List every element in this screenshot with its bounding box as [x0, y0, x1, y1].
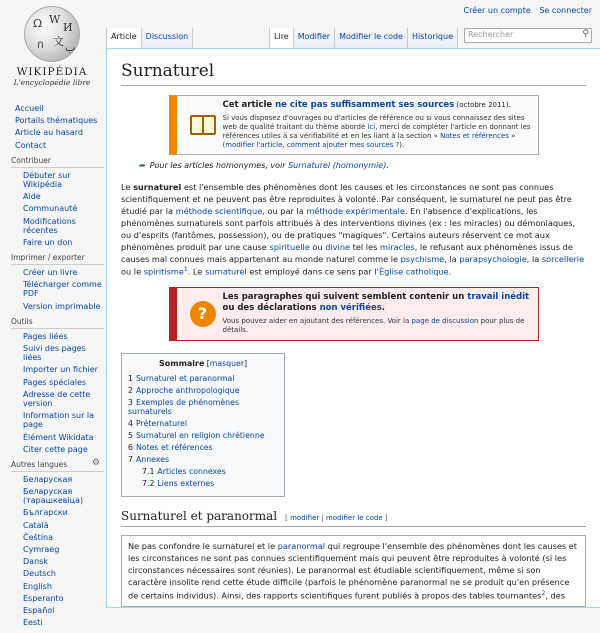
link[interactable]: spirituelle	[269, 241, 310, 252]
text: [	[285, 513, 291, 522]
link[interactable]: miracles	[379, 241, 415, 252]
text: Si vous disposez d'ouvrages ou d'articles de référence ou si vous connaissez des sites web de qualité traitant du thème abordé	[222, 114, 525, 132]
toc-number: 7.1	[142, 466, 155, 476]
sidebar-language-item-10[interactable]: Español	[23, 605, 55, 615]
toc-text: Exemples de phénomènes surnaturels	[128, 397, 239, 416]
text: est employé dans ce sens par l'	[246, 266, 379, 277]
sidebar-language-item-7[interactable]: Deutsch	[23, 569, 56, 579]
toc-item[interactable]	[128, 398, 278, 416]
sidebar-nav-item-1[interactable]: Portails thématiques	[15, 116, 98, 126]
personal-tools	[458, 6, 592, 15]
toc-text: Liens externes	[157, 478, 215, 488]
text: ]	[382, 513, 388, 522]
text: Ne pas confondre le surnaturel et le	[128, 540, 278, 551]
text: ou des déclarations	[222, 303, 320, 314]
sidebar-contribute-item-2[interactable]: Communauté	[23, 204, 78, 214]
text: » (	[222, 132, 516, 150]
sidebar-nav-item-2[interactable]: Article au hasard	[15, 128, 83, 138]
search-icon[interactable]: ⚲	[582, 29, 589, 39]
sidebar-language-item-2[interactable]: Български	[23, 508, 68, 518]
edit-code-section-link[interactable]: modifier le code	[326, 513, 383, 522]
link[interactable]: méthode expérimentale	[306, 206, 405, 217]
sidebar-nav-item-3[interactable]: Contact	[15, 140, 47, 150]
section-paragraph-box	[121, 535, 586, 607]
toc-number: 7.2	[142, 478, 155, 488]
search-input[interactable]	[464, 28, 592, 43]
sidebar-print-item-0[interactable]: Créer un livre	[23, 268, 78, 278]
sidebar-language-item-5[interactable]: Cymraeg	[23, 545, 60, 554]
tab-edit[interactable]: Modifier	[294, 28, 335, 48]
sidebar-contribute-item-4[interactable]: Faire un don	[23, 237, 73, 247]
sidebar-language-item-1[interactable]: Беларуская (тарашкевіца)	[23, 487, 84, 506]
toc-item[interactable]	[128, 386, 278, 395]
homonymie-link[interactable]: Surnaturel (homonymie)	[288, 161, 387, 171]
toc-item[interactable]	[142, 479, 278, 488]
sidebar-tools	[11, 316, 104, 454]
text: .	[386, 161, 389, 171]
paranormal-link[interactable]: paranormal	[277, 540, 326, 551]
toc-text: Préternaturel	[135, 418, 188, 428]
toc-number: 2	[128, 385, 133, 395]
text: qui regroupe l'ensemble des phénomènes dont les causes et les circonstances ne sont pas connues scientifiquement mais qui peuvent être reproduites à volonté (si les circonstances nécessaires sont réunies). Le paranormal est étudiable scientifiquement, même si son caractère insolite rend cette étude difficile (parfois le phénomène paranormal ne se produit qu'en présence de certains individus). Ainsi, des rapports scientifiques furent publiés à propos des tables tournantes	[128, 540, 578, 601]
article-content	[106, 48, 600, 608]
tab-discussion[interactable]: Discussion	[142, 28, 194, 48]
notes-references-link[interactable]: Notes et références	[440, 132, 509, 141]
section-heading-surnaturel-paranormal	[121, 509, 586, 527]
search-placeholder: Rechercher	[468, 30, 514, 39]
intro-paragraph	[121, 182, 586, 278]
toc-text: Approche anthropologique	[135, 385, 240, 395]
tab-article[interactable]: Article	[106, 28, 142, 48]
toc-text: Annexes	[135, 454, 170, 464]
link[interactable]: divine	[325, 241, 351, 252]
sidebar-language-item-11[interactable]: Eesti	[23, 618, 43, 628]
link[interactable]: spiritisme	[143, 266, 184, 277]
sidebar-heading-tools: Outils	[11, 317, 104, 329]
section-title: Surnaturel et paranormal	[121, 508, 278, 523]
text: .	[381, 303, 386, 314]
section-paragraph	[128, 540, 579, 602]
text: Cet article	[222, 100, 276, 110]
text: est l'ensemble des phénomènes dont les causes et les circonstances ne sont pas connues scientifiquement et ne peuvent pas être reproduites à volonté. Par conséquent, le surnaturel ne peut pas être étudié par la	[121, 182, 572, 217]
sidebar-nav-item-0[interactable]: Accueil	[15, 104, 44, 113]
wikipedia-logo[interactable]	[0, 0, 104, 100]
sidebar-navigation	[15, 104, 104, 150]
logo-tagline: L'encyclopédie libre	[13, 78, 91, 87]
sidebar-language-item-9[interactable]: Esperanto	[23, 593, 64, 603]
languages-heading-label: Autres langues	[11, 459, 68, 469]
modify-article-link[interactable]: modifier l'article	[225, 141, 283, 150]
toc-item[interactable]	[128, 374, 278, 383]
travail-inedit-link[interactable]: travail inédit	[467, 292, 530, 303]
table-of-contents	[121, 353, 285, 497]
toc-number: 1	[128, 373, 133, 383]
sidebar-contribute-item-0[interactable]: Débuter sur Wikipédia	[23, 170, 71, 189]
toc-text: Surnaturel et paranormal	[135, 373, 235, 383]
toc-number: 5	[128, 430, 133, 440]
text: ,	[282, 141, 287, 150]
toc-item[interactable]	[128, 455, 278, 464]
sidebar-heading-languages	[11, 457, 104, 472]
toc-number: 3	[128, 397, 133, 407]
toc-number: 7	[128, 454, 133, 464]
sidebar-language-item-0[interactable]: Беларуская	[23, 474, 73, 484]
sidebar-tools-item-7[interactable]: Citer cette page	[23, 444, 88, 454]
toc-text: Notes et références	[135, 442, 213, 452]
toc-item[interactable]	[128, 419, 278, 428]
sources-warning-title	[223, 100, 532, 111]
sources-warning-body	[223, 114, 532, 150]
sources-link[interactable]: ne cite pas suffisamment ses sources	[275, 100, 455, 110]
logo-wordmark: WIKIPÉDIA	[16, 66, 88, 78]
text: ou	[309, 241, 326, 252]
link[interactable]: méthode scientifique	[175, 206, 263, 217]
link[interactable]: psychisme	[400, 253, 445, 264]
text: pour plus de détails.	[222, 317, 525, 335]
sidebar-tools-item-5[interactable]: Information sur la page	[23, 411, 95, 430]
tab-history[interactable]: Historique	[408, 28, 458, 48]
ici-link[interactable]: ici	[367, 123, 376, 132]
link[interactable]: parapsychologie	[459, 253, 527, 264]
sidebar-language-item-4[interactable]: Čeština	[23, 532, 54, 542]
sidebar-tools-item-1[interactable]: Suivi des pages liées	[23, 344, 86, 363]
warning-date: (octobre 2011).	[454, 101, 511, 109]
link[interactable]: surnaturel	[204, 266, 247, 277]
sidebar-contribute-item-3[interactable]: Modifications récentes	[23, 216, 76, 235]
toc-bracket: ]	[244, 358, 248, 368]
text: , ou par la	[262, 206, 307, 217]
hatnote	[139, 161, 586, 170]
toc-text: Articles connexes	[157, 466, 226, 476]
gear-icon[interactable]: ⚙	[91, 457, 100, 468]
sources-warning-box	[169, 95, 539, 155]
sidebar-heading-contribute: Contribuer	[11, 156, 104, 168]
text: ).	[399, 141, 405, 150]
toc-item[interactable]	[128, 443, 278, 452]
text: , la	[526, 253, 542, 264]
sidebar-tools-item-2[interactable]: Importer un fichier	[23, 365, 98, 375]
sidebar-heading-print: Imprimer / exporter	[11, 253, 104, 265]
page-title: Surnaturel	[121, 61, 586, 86]
link[interactable]: Église catholique	[378, 266, 449, 277]
sidebar-language-item-3[interactable]: Català	[23, 520, 49, 530]
original-research-title	[223, 292, 532, 314]
question-mark-icon: ?	[190, 301, 216, 327]
bold-term: surnaturel	[133, 182, 182, 193]
text: , des	[545, 590, 565, 601]
text: Les paragraphes qui suivent semblent contenir un	[222, 292, 468, 303]
edit-section-link[interactable]: modifier	[290, 513, 320, 522]
non-verifiees-link[interactable]: non vérifiées	[319, 303, 382, 314]
original-research-body	[223, 317, 532, 335]
link[interactable]: sorcellerie	[541, 253, 585, 264]
footnote-ref[interactable]: 2	[541, 589, 546, 597]
namespace-tabs	[106, 28, 193, 48]
view-tabs	[269, 28, 592, 48]
sidebar-languages	[11, 457, 104, 628]
create-account-link[interactable]: Créer un compte	[463, 6, 531, 15]
sidebar-contribute-item-1[interactable]: Aide	[23, 192, 41, 202]
text: |	[319, 513, 327, 522]
text: ou le	[121, 266, 144, 277]
sidebar-print	[11, 253, 104, 311]
toc-title	[128, 359, 278, 368]
book-icon	[190, 115, 216, 135]
toc-toggle-link[interactable]: masquer	[209, 358, 245, 368]
original-research-warning-box	[169, 287, 539, 340]
login-link[interactable]: Se connecter	[539, 6, 592, 15]
text: Pour les articles homonymes, voir	[149, 161, 289, 171]
section-edit-links	[285, 514, 388, 522]
tab-read[interactable]: Lire	[269, 28, 294, 48]
tab-edit-code[interactable]: Modifier le code	[335, 28, 408, 48]
toc-list	[128, 374, 278, 488]
sidebar-contribute	[11, 155, 104, 247]
sidebar-tools-item-4[interactable]: Adresse de cette version	[23, 389, 91, 408]
puzzle-globe-icon: Ω W И ก 文 ب	[24, 6, 80, 62]
toc-number: 4	[128, 418, 133, 428]
sidebar	[0, 104, 104, 633]
sidebar-print-item-1[interactable]: Télécharger comme PDF	[23, 280, 102, 299]
how-add-sources-link[interactable]: comment ajouter mes sources ?	[286, 141, 400, 150]
disambig-arrow-icon: ➦	[139, 161, 146, 171]
sidebar-language-item-6[interactable]: Dansk	[23, 557, 48, 567]
text: tel les	[350, 241, 380, 252]
discussion-page-link[interactable]: page de discussion	[411, 317, 479, 326]
text: .	[448, 266, 452, 277]
toc-item[interactable]	[142, 467, 278, 476]
text: . Le	[187, 266, 205, 277]
sidebar-tools-item-3[interactable]: Pages spéciales	[23, 377, 87, 387]
toc-bracket: [	[204, 358, 210, 368]
sidebar-language-item-8[interactable]: English	[23, 581, 52, 591]
text: Vous pouvez aider en ajoutant des références. Voir la	[222, 317, 412, 326]
toc-text: Surnaturel en religion chrétienne	[135, 430, 265, 440]
sidebar-print-item-2[interactable]: Version imprimable	[23, 301, 101, 311]
toc-number: 6	[128, 442, 133, 452]
toc-heading: Sommaire	[158, 358, 205, 368]
text: , le refusant aux phénomènes issus de causes mal connues mais appartenant au monde naturel comme le	[121, 241, 573, 264]
sidebar-tools-item-6[interactable]: Élément Wikidata	[23, 432, 94, 442]
text: . En l'absence d'explications, les phénomènes surnaturels sont parfois attribués à des interventions divines (ex : les miracles) ou démoniaques, ou d'esprits (fantômes, possession), ou de pratiques "magiques". Certains auteurs réservent ce mot aux phénomènes produit par une cause	[121, 206, 576, 252]
text: Le	[121, 182, 134, 193]
text: , merci de compléter l'article en donnant les références utiles à sa vérifiabilité et en les liant à la section «	[222, 123, 531, 141]
sidebar-tools-item-0[interactable]: Pages liées	[23, 331, 68, 341]
footnote-ref[interactable]: 1	[183, 265, 188, 273]
toc-item[interactable]	[128, 431, 278, 440]
text: , la	[444, 253, 460, 264]
